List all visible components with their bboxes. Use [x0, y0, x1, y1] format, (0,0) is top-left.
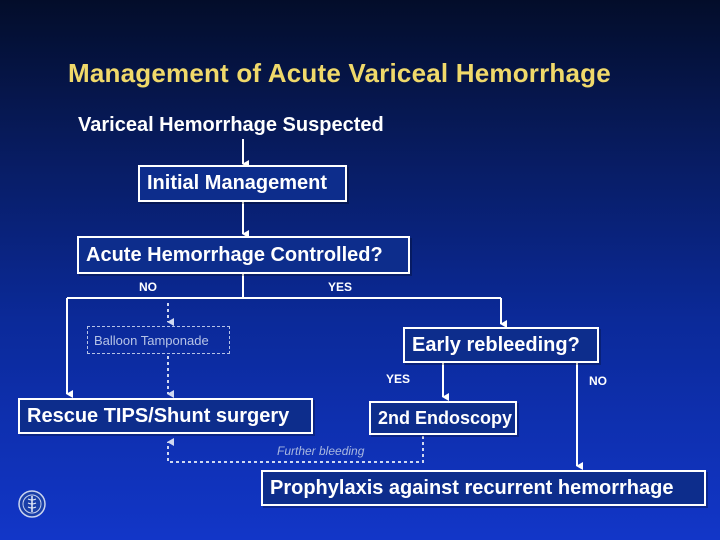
- node-early-rebleeding-label: Early rebleeding?: [412, 333, 580, 356]
- label-controlled-yes: YES: [328, 280, 353, 294]
- node-prophylaxis-label: Prophylaxis against recurrent hemorrhage: [270, 476, 674, 499]
- node-2nd-endoscopy-label: 2nd Endoscopy: [378, 407, 513, 428]
- node-suspected: Variceal Hemorrhage Suspected: [78, 114, 384, 136]
- node-early-rebleeding: [403, 327, 599, 363]
- node-controlled: [77, 236, 410, 274]
- node-initial-management-label: Initial Management: [147, 172, 328, 194]
- label-early-yes: YES: [386, 372, 411, 386]
- node-2nd-endoscopy: [369, 401, 517, 435]
- slide-title: Management of Acute Variceal Hemorrhage: [68, 58, 611, 88]
- label-controlled-no: NO: [139, 280, 157, 294]
- node-balloon-label: Balloon Tamponade: [94, 332, 209, 348]
- caduceus-seal-icon: [18, 490, 46, 518]
- label-early-no: NO: [589, 374, 607, 388]
- node-prophylaxis: [261, 470, 706, 506]
- label-further-bleeding: Further bleeding: [277, 444, 365, 458]
- node-initial-management: [138, 165, 347, 202]
- node-balloon-tamponade: [87, 326, 230, 354]
- node-rescue-label: Rescue TIPS/Shunt surgery: [27, 404, 290, 427]
- node-controlled-label: Acute Hemorrhage Controlled?: [86, 243, 383, 266]
- node-rescue-tips: [18, 398, 313, 434]
